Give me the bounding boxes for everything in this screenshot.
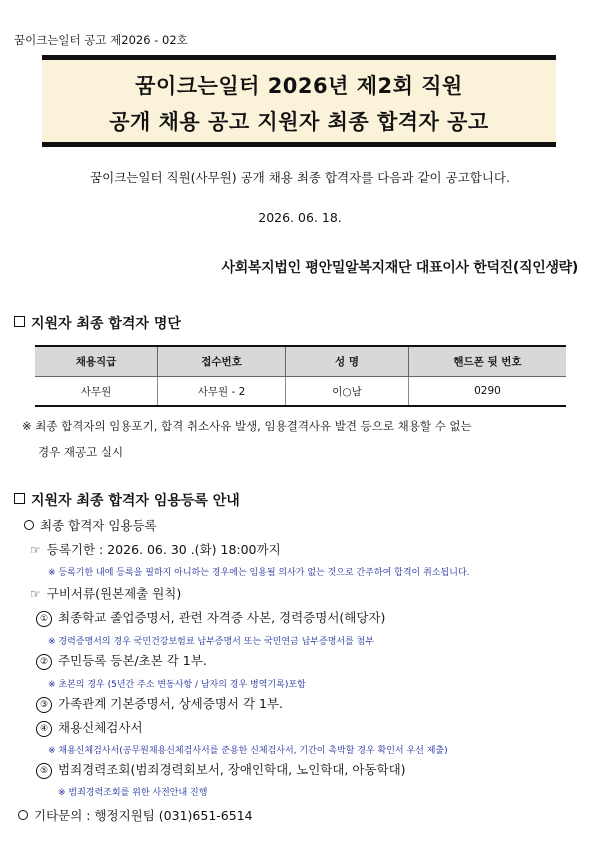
reannouncement-note-2: 경우 재공고 실시	[38, 445, 124, 459]
intro-text: 꿈이크는일터 직원(사무원) 공개 채용 최종 합격자를 다음과 같이 공고합니다.	[90, 170, 510, 185]
table-header-cell: 핸드폰 뒷 번호	[409, 346, 567, 377]
doc-item-5-note: ※ 범죄경력조회를 위한 사전안내 진행	[58, 788, 208, 798]
doc-item-3	[36, 694, 283, 713]
doc-item-5	[36, 760, 406, 779]
hollow-circle-icon	[18, 810, 28, 820]
doc-item-1-note: ※ 경력증명서의 경우 국민건강보험료 납부증명서 또는 국민연금 납부증명서를 첨부	[48, 637, 375, 647]
results-table	[35, 345, 566, 407]
circled-number-2: ②	[36, 654, 52, 670]
doc-item-text: 주민등록 등본/초본 각 1부.	[58, 653, 207, 668]
pointing-hand-icon: ☞	[30, 587, 41, 601]
table-cell: 사무원 - 2	[158, 377, 286, 407]
table-cell: 이○남	[286, 377, 409, 407]
doc-item-4-note: ※ 채용신체검사서(공무원채용신체검사서를 준용한 신체검사서, 기간이 촉박할 경우 확인서 우선 제출)	[48, 746, 448, 756]
circled-number-1: ①	[36, 611, 52, 627]
table-header-row	[35, 346, 566, 377]
title-line-1: 꿈이크는일터 2026년 제2회 직원	[135, 74, 463, 98]
doc-item-text: 채용신체검사서	[58, 720, 143, 735]
reannouncement-note-1: ※ 최종 합격자의 임용포기, 합격 취소사유 발생, 임용결격사유 발견 등으로 채용할 수 없는	[22, 419, 472, 433]
deadline-line	[30, 540, 281, 558]
section-1-heading	[14, 313, 181, 333]
table-cell: 사무원	[35, 377, 158, 407]
doc-item-text: 최종학교 졸업증명서, 관련 자격증 사본, 경력증명서(해당자)	[58, 610, 386, 625]
table-cell: 0290	[409, 377, 567, 407]
registration-subheading	[24, 516, 157, 534]
title-banner	[42, 55, 556, 147]
contact-line	[18, 806, 253, 824]
circled-number-3: ③	[36, 697, 52, 713]
doc-item-text: 가족관계 기본증명서, 상세증명서 각 1부.	[58, 696, 283, 711]
circled-number-4: ④	[36, 721, 52, 737]
announcement-date: 2026. 06. 18.	[258, 210, 342, 225]
contact-text: 기타문의 : 행정지원팀 (031)651-6514	[34, 808, 253, 823]
checkbox-square-icon	[14, 316, 25, 327]
section-2-title: 지원자 최종 합격자 임용등록 안내	[31, 493, 240, 509]
doc-item-text: 범죄경력조회(범죄경력회보서, 장애인학대, 노인학대, 아동학대)	[58, 762, 406, 777]
section-2-heading	[14, 490, 240, 510]
hollow-circle-icon	[24, 520, 34, 530]
table-header-cell: 채용직급	[35, 346, 158, 377]
required-docs-title: 구비서류(원본제출 원칙)	[46, 586, 182, 601]
doc-item-2-note: ※ 초본의 경우 (5년간 주소 변동사항 / 남자의 경우 병역기록)포함	[48, 680, 306, 690]
table-header-cell: 접수번호	[158, 346, 286, 377]
doc-item-1	[36, 608, 385, 627]
checkbox-square-icon	[14, 493, 25, 504]
title-line-2: 공개 채용 공고 지원자 최종 합격자 공고	[109, 110, 489, 134]
document-number: 꿈이크는일터 공고 제2026 - 02호	[14, 33, 188, 47]
registration-subheading-label: 최종 합격자 임용등록	[40, 518, 157, 533]
section-1-title: 지원자 최종 합격자 명단	[31, 316, 181, 332]
required-docs-heading	[30, 584, 181, 602]
organization-signature: 사회복지법인 평안밀알복지재단 대표이사 한덕진(직인생략)	[221, 260, 578, 276]
circled-number-5: ⑤	[36, 763, 52, 779]
deadline-note: ※ 등록기한 내에 등록을 필하지 아니하는 경우에는 임용될 의사가 없는 것으로 간주하여 합격이 취소됩니다.	[48, 568, 470, 578]
pointing-hand-icon: ☞	[30, 543, 41, 557]
deadline-text: 등록기한 : 2026. 06. 30 .(화) 18:00까지	[46, 542, 281, 557]
doc-item-2	[36, 651, 207, 670]
doc-item-4	[36, 718, 143, 737]
table-row	[35, 377, 566, 407]
table-header-cell: 성 명	[286, 346, 409, 377]
